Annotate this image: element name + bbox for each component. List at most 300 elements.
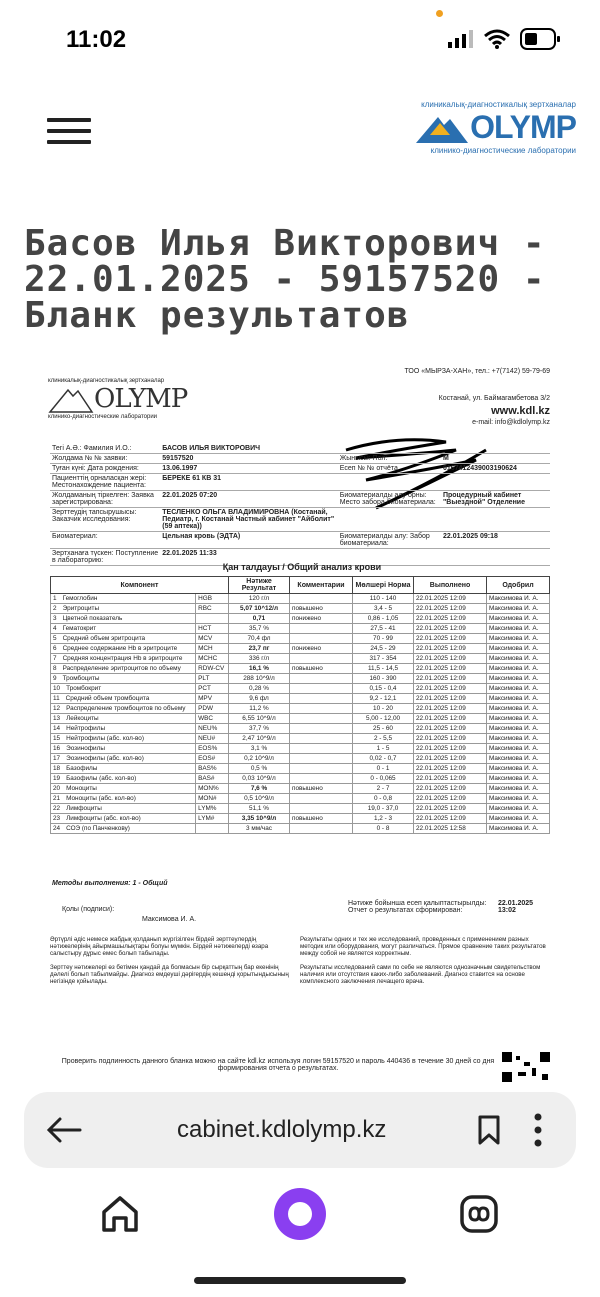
table-title: Қан талдауы / Общий анализ крови	[222, 562, 382, 572]
table-cell: Максимова И. А.	[487, 594, 550, 604]
table-cell: понижено	[290, 644, 353, 654]
table-row	[51, 624, 550, 634]
table-cell: 0 - 8	[353, 824, 414, 834]
row-number: 16	[53, 744, 61, 752]
signature-label: Қолы (подписи):	[62, 906, 115, 913]
table-cell: 22.01.2025 12:09	[414, 814, 487, 824]
table-cell: Максимова И. А.	[487, 724, 550, 734]
table-row	[51, 744, 550, 754]
row-name	[51, 614, 196, 624]
table-cell: 11,2 %	[229, 704, 290, 714]
info-cell: Биоматериалды алу орны: Место забора биоматериала:	[338, 491, 441, 508]
table-cell: 3,4 - 5	[353, 604, 414, 614]
browser-url-bar[interactable]	[24, 1092, 576, 1168]
row-number: 7	[53, 654, 57, 662]
info-cell	[441, 508, 550, 532]
info-row	[50, 474, 550, 491]
table-cell: 70,4 фл	[229, 634, 290, 644]
url-text[interactable]: cabinet.kdlolymp.kz	[177, 1116, 387, 1143]
table-cell: 37,7 %	[229, 724, 290, 734]
row-name	[51, 594, 196, 604]
table-cell: Максимова И. А.	[487, 774, 550, 784]
component-name: СОЭ (по Панченкову)	[66, 824, 130, 832]
table-cell: Максимова И. А.	[487, 794, 550, 804]
table-cell: RDW-CV	[196, 664, 229, 674]
table-cell: Максимова И. А.	[487, 684, 550, 694]
table-cell: повышено	[290, 814, 353, 824]
table-cell	[290, 654, 353, 664]
component-name: Эозинофилы (абс. кол-во)	[66, 754, 144, 762]
table-cell: LYM%	[196, 804, 229, 814]
table-cell: 23,7 пг	[229, 644, 290, 654]
table-cell: BAS#	[196, 774, 229, 784]
table-cell: 70 - 99	[353, 634, 414, 644]
table-cell: 0,2 10^9/л	[229, 754, 290, 764]
row-number: 9	[53, 674, 57, 682]
table-row	[51, 804, 550, 814]
row-number: 2	[53, 604, 57, 612]
table-cell: Максимова И. А.	[487, 804, 550, 814]
table-cell: PDW	[196, 704, 229, 714]
column-header: Выполнено	[414, 577, 487, 594]
table-cell: 22.01.2025 12:09	[414, 614, 487, 624]
table-cell	[290, 804, 353, 814]
table-row	[51, 604, 550, 614]
table-cell: 11,5 - 14,5	[353, 664, 414, 674]
note-kz-1: Әртүрлі әдіс немесе жабдық қолданып жүргізілген бірдей зерттеулердің нәтижелерінің айырмашылықтары болуы мүмкін. Бірдей нәтижелерді өзара салыстыру дұрыс емес болып табылады.	[50, 936, 269, 957]
component-name: Среднее содержание Hb в эритроците	[62, 644, 178, 652]
results-document	[46, 362, 558, 1082]
table-cell: 336 г/л	[229, 654, 290, 664]
row-number: 23	[53, 814, 61, 822]
table-row	[51, 664, 550, 674]
row-name	[51, 624, 196, 634]
column-header: Одобрил	[487, 577, 550, 594]
table-cell	[290, 794, 353, 804]
row-number: 21	[53, 794, 61, 802]
info-cell: М	[441, 454, 550, 464]
table-row	[51, 824, 550, 834]
component-name: Распределение эритроцитов по объему	[62, 664, 181, 672]
table-cell: 51,1 %	[229, 804, 290, 814]
table-cell: MCH	[196, 644, 229, 654]
table-row	[51, 704, 550, 714]
info-row	[50, 532, 550, 549]
home-indicator	[194, 1277, 406, 1284]
info-cell: 22.01.2025 09:18	[441, 532, 550, 549]
table-cell	[290, 774, 353, 784]
table-cell: 2,47 10^9/л	[229, 734, 290, 744]
table-cell: 35,7 %	[229, 624, 290, 634]
info-row	[50, 444, 550, 454]
component-name: Гемоглобин	[62, 594, 98, 602]
table-row	[51, 614, 550, 624]
mountain-logo-icon	[414, 111, 470, 145]
row-number: 11	[53, 694, 60, 702]
info-cell: 59157520	[160, 454, 337, 464]
row-number: 14	[53, 724, 61, 732]
table-cell: повышено	[290, 604, 353, 614]
row-name	[51, 724, 196, 734]
table-cell: 22.01.2025 12:09	[414, 704, 487, 714]
table-cell: 22.01.2025 12:09	[414, 604, 487, 614]
info-cell	[338, 444, 441, 454]
patient-info	[50, 444, 550, 566]
home-icon[interactable]	[100, 1194, 140, 1234]
table-cell: MON#	[196, 794, 229, 804]
table-cell: 22.01.2025 12:09	[414, 734, 487, 744]
info-cell: Тегі А.Ә.: Фамилия И.О.:	[50, 444, 160, 454]
table-cell: 22.01.2025 12:09	[414, 684, 487, 694]
row-number: 15	[53, 734, 61, 742]
info-cell: 13.06.1997	[160, 464, 337, 474]
table-cell: 22.01.2025 12:09	[414, 644, 487, 654]
table-cell: 288 10^9/л	[229, 674, 290, 684]
table-cell	[196, 824, 229, 834]
table-cell	[290, 744, 353, 754]
table-cell: 22.01.2025 12:09	[414, 714, 487, 724]
doc-logo: клиникалық-диагностикалық зертханалар OLYMP клинико-диагностические лаборатории	[48, 378, 188, 420]
table-row	[51, 634, 550, 644]
table-cell: 22.01.2025 12:09	[414, 694, 487, 704]
component-name: Базофилы (абс. кол-во)	[66, 774, 137, 782]
table-cell: 3,1 %	[229, 744, 290, 754]
row-name	[51, 784, 196, 794]
table-cell: 317 - 354	[353, 654, 414, 664]
table-cell: EOS#	[196, 754, 229, 764]
table-cell: 22.01.2025 12:09	[414, 664, 487, 674]
table-cell: MCHC	[196, 654, 229, 664]
info-row	[50, 454, 550, 464]
table-cell	[290, 714, 353, 724]
table-cell: понижено	[290, 614, 353, 624]
wifi-icon	[484, 29, 510, 49]
row-name	[51, 704, 196, 714]
note-ru-2: Результаты исследований сами по себе не являются однозначным свидетельством наличия или отсутствия каких-либо заболеваний. Диагноз ставится на основе комплексного заключения лечащего врача.	[300, 964, 541, 985]
table-cell: Максимова И. А.	[487, 714, 550, 724]
row-number: 20	[53, 784, 61, 792]
table-row	[51, 654, 550, 664]
company-line: ТОО «МЫРЗА-ХАН», тел.: +7(7142) 59-79-69	[404, 368, 550, 375]
table-cell	[196, 614, 229, 624]
component-name: Моноциты	[66, 784, 97, 792]
component-name: Лейкоциты	[66, 714, 99, 722]
table-cell: 1,2 - 3	[353, 814, 414, 824]
table-cell: 22.01.2025 12:09	[414, 794, 487, 804]
table-cell: PCT	[196, 684, 229, 694]
table-cell: повышено	[290, 784, 353, 794]
component-name: Средний объем эритроцита	[62, 634, 146, 642]
tabs-infinity-icon[interactable]	[459, 1194, 499, 1234]
row-name	[51, 734, 196, 744]
table-cell: 0,5 10^9/л	[229, 794, 290, 804]
site-link[interactable]: www.kdl.kz	[491, 405, 550, 417]
table-cell: Максимова И. А.	[487, 824, 550, 834]
bottom-nav	[0, 1180, 600, 1250]
component-name: Базофилы	[66, 764, 98, 772]
info-cell: Туған күні: Дата рождения:	[50, 464, 160, 474]
info-cell: Жолдама № № заявки:	[50, 454, 160, 464]
table-cell: Максимова И. А.	[487, 784, 550, 794]
info-cell	[338, 474, 441, 491]
row-name	[51, 824, 196, 834]
component-name: Моноциты (абс. кол-во)	[66, 794, 136, 802]
info-cell: Жолдаманың тіркелген: Заявка зарегистрирована:	[50, 491, 160, 508]
table-cell	[290, 734, 353, 744]
component-name: Нейтрофилы (абс. кол-во)	[66, 734, 144, 742]
table-cell: 0,02 - 0,7	[353, 754, 414, 764]
row-number: 10	[53, 684, 61, 692]
info-cell	[338, 508, 441, 532]
table-cell: Максимова И. А.	[487, 604, 550, 614]
recording-dot	[436, 10, 443, 17]
table-cell: Максимова И. А.	[487, 754, 550, 764]
table-cell: повышено	[290, 664, 353, 674]
table-cell: RBC	[196, 604, 229, 614]
row-name	[51, 814, 196, 824]
table-cell	[290, 754, 353, 764]
note-kz-2: Зерттеу нәтижелері өз бетімен қандай да болмасын бір сырқаттың бар екенінің дәлелі болып табылмайды. Диагноз емдеуші дәрігердің кешенді қорытындысының негізінде қойылады.	[50, 964, 289, 985]
component-name: Лимфоциты	[66, 804, 102, 812]
table-cell: MON%	[196, 784, 229, 794]
table-row	[51, 594, 550, 604]
table-cell	[290, 694, 353, 704]
table-cell	[290, 704, 353, 714]
component-name: Средний объем тромбоцита	[65, 694, 150, 702]
table-cell: MPV	[196, 694, 229, 704]
table-cell: Максимова И. А.	[487, 644, 550, 654]
footer-check: Проверить подлинность данного бланка можно на сайте kdl.kz используя логин 59157520 и пароль 440436 в течение 30 дней со дня формирования отчета о результатах.	[61, 1058, 495, 1072]
info-cell: Процедурный кабинет "Выездной" Отделение	[441, 491, 550, 508]
table-cell	[290, 764, 353, 774]
table-cell: 22.01.2025 12:09	[414, 654, 487, 664]
table-cell: Максимова И. А.	[487, 664, 550, 674]
table-cell: 10 - 20	[353, 704, 414, 714]
table-cell: HCT	[196, 624, 229, 634]
table-row	[51, 734, 550, 744]
more-options-icon[interactable]	[533, 1113, 543, 1147]
table-cell: 16,1 %	[229, 664, 290, 674]
table-cell: 0 - 1	[353, 764, 414, 774]
row-number: 19	[53, 774, 61, 782]
row-number: 5	[53, 634, 57, 642]
battery-icon	[520, 28, 560, 50]
row-name	[51, 794, 196, 804]
row-name	[51, 764, 196, 774]
info-cell: Зертханаға түскен: Поступление в лабораторию:	[50, 549, 160, 566]
info-row	[50, 508, 550, 532]
email: e-mail: info@kdlolymp.kz	[472, 419, 550, 426]
table-cell: 9,2 - 12,1	[353, 694, 414, 704]
table-cell: EOS%	[196, 744, 229, 754]
column-header: Нәтиже Результат	[229, 577, 290, 594]
row-name	[51, 634, 196, 644]
row-name	[51, 674, 196, 684]
table-cell: 22.01.2025 12:09	[414, 624, 487, 634]
note-ru-1: Результаты одних и тех же исследований, проведенных с применением разных методик или оборудования, могут различаться. Прямое сравнение таких результатов между собой не является корректным.	[300, 936, 546, 957]
assistant-icon	[288, 1202, 312, 1226]
row-name	[51, 714, 196, 724]
table-cell: Максимова И. А.	[487, 744, 550, 754]
row-number: 24	[53, 824, 61, 832]
table-cell	[290, 684, 353, 694]
info-cell: 22.01.2025 07:20	[160, 491, 337, 508]
table-cell	[290, 634, 353, 644]
table-cell: 22.01.2025 12:09	[414, 724, 487, 734]
table-cell: 120 г/л	[229, 594, 290, 604]
table-cell: 22.01.2025 12:09	[414, 804, 487, 814]
row-number: 8	[53, 664, 57, 672]
component-name: Нейтрофилы	[66, 724, 106, 732]
table-cell: NEU%	[196, 724, 229, 734]
bookmark-icon[interactable]	[477, 1115, 501, 1145]
row-number: 6	[53, 644, 57, 652]
info-cell: Цельная кровь (ЭДТА)	[160, 532, 337, 549]
report-date: 22.01.2025 13:02	[498, 900, 534, 914]
info-cell: Есеп № № отчёта	[338, 464, 441, 474]
table-cell: 24,5 - 29	[353, 644, 414, 654]
table-cell: Максимова И. А.	[487, 654, 550, 664]
table-cell: Максимова И. А.	[487, 734, 550, 744]
qr-code-icon	[502, 1052, 550, 1082]
methods: Методы выполнения: 1 - Общий	[52, 880, 168, 887]
report-label: Нәтиже бойынша есеп қалыптастырылды: Отчет о результатах сформирован:	[348, 900, 487, 914]
table-cell: HGB	[196, 594, 229, 604]
table-cell: 22.01.2025 12:58	[414, 824, 487, 834]
row-name	[51, 684, 196, 694]
info-cell: Жынысы: Пол:	[338, 454, 441, 464]
table-row	[51, 644, 550, 654]
table-cell: 1 - 5	[353, 744, 414, 754]
info-cell: 22.01.2025 11:33	[160, 549, 337, 566]
info-cell: БЕРЕКЕ 61 КВ 31	[160, 474, 337, 491]
table-cell: 22.01.2025 12:09	[414, 764, 487, 774]
table-cell: 5,07 10^12/л	[229, 604, 290, 614]
table-cell: WBC	[196, 714, 229, 724]
table-cell: 22.01.2025 12:09	[414, 774, 487, 784]
table-row	[51, 724, 550, 734]
back-arrow-icon[interactable]	[46, 1115, 82, 1145]
info-cell: 0167412439003190624	[441, 464, 550, 474]
table-cell: 0,86 - 1,05	[353, 614, 414, 624]
assistant-button[interactable]	[274, 1188, 326, 1240]
table-cell: 110 - 140	[353, 594, 414, 604]
table-cell: 2 - 7	[353, 784, 414, 794]
table-cell: 22.01.2025 12:09	[414, 594, 487, 604]
table-cell: 0,5 %	[229, 764, 290, 774]
row-name	[51, 804, 196, 814]
row-number: 1	[53, 594, 57, 602]
table-cell: BAS%	[196, 764, 229, 774]
status-time: 11:02	[66, 26, 127, 53]
table-row	[51, 784, 550, 794]
table-cell: Максимова И. А.	[487, 624, 550, 634]
table-cell: 9,6 фл	[229, 694, 290, 704]
table-cell: 3 мм/час	[229, 824, 290, 834]
table-row	[51, 684, 550, 694]
menu-icon[interactable]	[47, 118, 91, 148]
table-row	[51, 814, 550, 824]
row-name	[51, 644, 196, 654]
row-number: 18	[53, 764, 61, 772]
table-cell: 22.01.2025 12:09	[414, 744, 487, 754]
row-number: 13	[53, 714, 61, 722]
table-cell: 27,5 - 41	[353, 624, 414, 634]
row-name	[51, 774, 196, 784]
table-cell: 22.01.2025 12:09	[414, 784, 487, 794]
row-number: 22	[53, 804, 61, 812]
table-cell: 25 - 60	[353, 724, 414, 734]
table-cell: MCV	[196, 634, 229, 644]
column-header: Компонент	[51, 577, 229, 594]
table-row	[51, 674, 550, 684]
row-name	[51, 604, 196, 614]
table-cell: 22.01.2025 12:09	[414, 754, 487, 764]
table-cell: Максимова И. А.	[487, 814, 550, 824]
table-cell: Максимова И. А.	[487, 634, 550, 644]
component-name: Тромбокрит	[66, 684, 102, 692]
row-name	[51, 664, 196, 674]
column-header: Комментарии	[290, 577, 353, 594]
table-cell: 19,0 - 37,0	[353, 804, 414, 814]
row-number: 4	[53, 624, 57, 632]
info-cell	[441, 474, 550, 491]
status-bar	[0, 0, 600, 80]
info-cell	[441, 444, 550, 454]
results-table	[50, 576, 550, 834]
mountain-logo-icon	[48, 384, 94, 414]
table-row	[51, 774, 550, 784]
row-number: 12	[53, 704, 61, 712]
table-cell: Максимова И. А.	[487, 674, 550, 684]
table-cell: 0,03 10^9/л	[229, 774, 290, 784]
component-name: Эозинофилы	[66, 744, 105, 752]
table-cell: Максимова И. А.	[487, 764, 550, 774]
table-cell	[290, 824, 353, 834]
table-row	[51, 764, 550, 774]
table-cell	[290, 594, 353, 604]
component-name: Эритроциты	[62, 604, 100, 612]
info-row	[50, 464, 550, 474]
table-cell: 5,00 - 12,00	[353, 714, 414, 724]
component-name: Распределение тромбоцитов по объему	[66, 704, 186, 712]
table-row	[51, 794, 550, 804]
signer: Максимова И. А.	[142, 916, 197, 923]
info-row	[50, 491, 550, 508]
row-name	[51, 744, 196, 754]
table-cell: 0,71	[229, 614, 290, 624]
table-cell: Максимова И. А.	[487, 694, 550, 704]
table-cell: LYM#	[196, 814, 229, 824]
component-name: Лимфоциты (абс. кол-во)	[66, 814, 141, 822]
table-cell	[290, 724, 353, 734]
component-name: Гематокрит	[62, 624, 97, 632]
table-cell: PLT	[196, 674, 229, 684]
table-cell: 22.01.2025 12:09	[414, 674, 487, 684]
table-cell	[290, 624, 353, 634]
table-cell: 160 - 390	[353, 674, 414, 684]
column-header: Мөлшері Норма	[353, 577, 414, 594]
olymp-logo[interactable]: клиникалық-диагностикалық зертханалар OLYMP клинико-диагностические лаборатории	[396, 100, 576, 162]
table-cell: Максимова И. А.	[487, 614, 550, 624]
table-cell: 3,35 10^9/л	[229, 814, 290, 824]
info-cell: Пациенттің орналасқан жері: Местонахождение пациента:	[50, 474, 160, 491]
table-cell: Максимова И. А.	[487, 704, 550, 714]
table-cell: 0,15 - 0,4	[353, 684, 414, 694]
table-cell: 0 - 0,065	[353, 774, 414, 784]
info-cell: ТЕСЛЕНКО ОЛЬГА ВЛАДИМИРОВНА (Костанай, Педиатр, г. Костанай Частный кабинет "Айболит" (59 аптека))	[160, 508, 337, 532]
info-cell: Зерттеудің тапсырушысы: Заказчик исследования:	[50, 508, 160, 532]
